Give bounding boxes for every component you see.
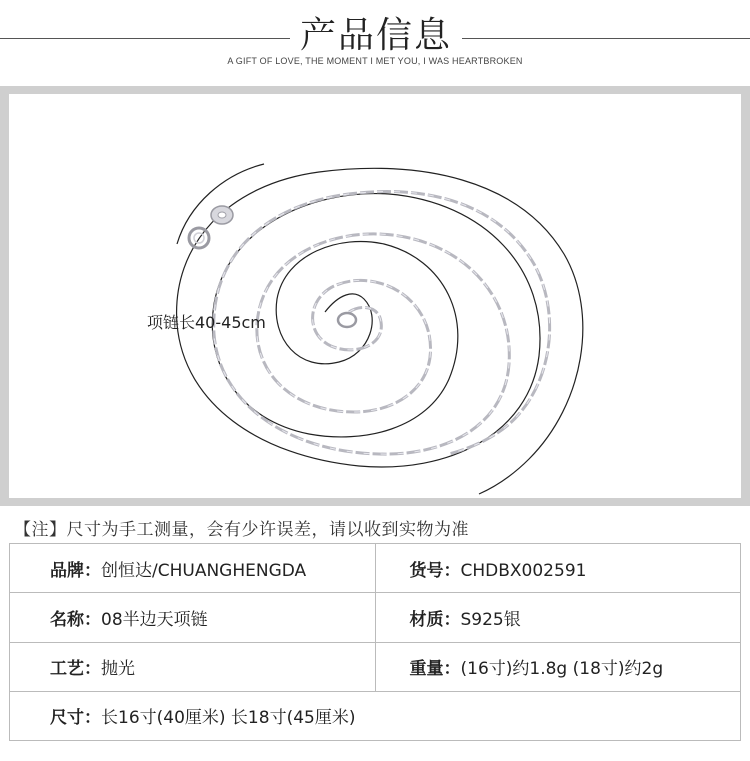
spec-row [10, 691, 741, 740]
spec-cell-size [10, 691, 741, 740]
product-photo [9, 94, 741, 498]
measurement-note: 【注】尺寸为手工测量，会有少许误差，请以收到实物为准 [14, 520, 469, 540]
spec-cell-material [375, 593, 741, 642]
product-photo-frame [0, 86, 750, 506]
spec-value: 长16寸(40厘米) 长18寸(45厘米) [101, 708, 356, 729]
spec-value: 创恒达/CHUANGHENGDA [101, 560, 307, 581]
spec-value: 08半边天项链 [101, 609, 208, 630]
spec-label: 名称： [50, 609, 101, 630]
spec-label: 工艺： [50, 659, 101, 680]
spec-label: 品牌： [50, 560, 101, 581]
page-title: 产品信息 [299, 15, 452, 56]
spec-cell-brand [10, 544, 376, 593]
clasp-tag [211, 206, 233, 224]
spec-value: S925银 [460, 609, 521, 630]
measure-label: 项链长40-45cm [147, 313, 266, 332]
necklace-illustration [9, 94, 741, 498]
spec-label: 重量： [409, 659, 461, 680]
spec-label: 货号： [409, 560, 461, 581]
title-divider-right [462, 38, 750, 39]
header [0, 6, 750, 58]
spec-value: 抛光 [101, 659, 135, 680]
spec-cell-item-no [375, 544, 741, 593]
title-divider-left [0, 38, 290, 39]
page-subtitle: A GIFT OF LOVE, THE MOMENT I MET YOU, I WAS HEARTBROKEN [227, 56, 523, 66]
spec-row [10, 544, 741, 593]
spec-cell-process [10, 642, 376, 691]
spec-table [9, 543, 741, 741]
spec-row [10, 642, 741, 691]
spec-value: (16寸)约1.8g (18寸)约2g [460, 659, 664, 680]
spec-cell-weight [375, 642, 741, 691]
spec-label: 材质： [409, 609, 461, 630]
clasp-end-ring [338, 313, 356, 327]
spec-cell-name [10, 593, 376, 642]
spec-row [10, 593, 741, 642]
spec-label: 尺寸： [50, 708, 101, 729]
spec-value: CHDBX002591 [460, 560, 587, 581]
